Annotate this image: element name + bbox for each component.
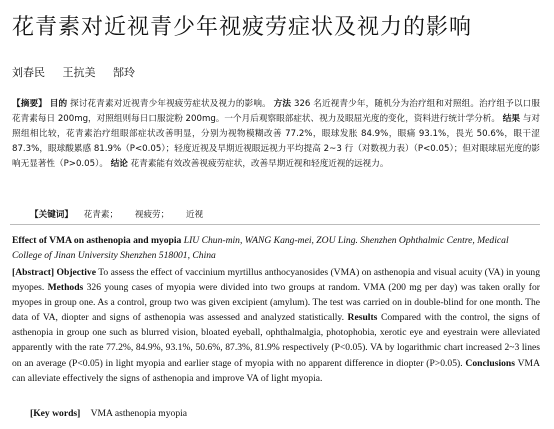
- en-keywords-text: VMA asthenopia myopia: [90, 408, 188, 419]
- en-objective-text: To assess the effect of vaccinium myrtillus anthocyanosides (VMA) on asthenopia and visual acuity (VA) in young myopes.: [12, 267, 540, 294]
- english-title-line: [12, 233, 540, 263]
- en-abstract-label: [Abstract]: [12, 267, 55, 278]
- cn-methods-text: 326 名近视青少年，随机分为治疗组和对照组。治疗组予以口服花青素每日 200mg，对照组则每日口服淀粉 200mg。一个月后观察眼部症状、视力及眼屈光度的变化，资料进行统计学分析。: [12, 99, 540, 124]
- en-objective-label: Objective: [56, 267, 96, 278]
- en-affiliation: Shenzhen Ophthalmic Centre, Medical College of Jinan University Shenzhen 518001, China: [12, 235, 509, 261]
- author-3: 郜玲: [113, 66, 135, 79]
- cn-results-label: 结果: [502, 114, 521, 124]
- en-conclusion-text: VMA can alleviate effectively the signs of asthenopia and improve VA of light myopia.: [12, 357, 540, 384]
- section-divider: [10, 224, 540, 225]
- en-methods-text: 326 young cases of myopia were divided into two groups at random. VMA (200 mg per day) was taken orally for myopes in group one. As a control, group two was given excipient (amylum). The test was carried on in double-blind for one month. The data of VA, diopter and signs of asthenopia was assessed and analyzed statistically.: [12, 282, 540, 324]
- en-authors: LIU Chun-min, WANG Kang-mei, ZOU Ling.: [183, 235, 358, 246]
- en-title: Effect of VMA on asthenopia and myopia: [12, 235, 182, 246]
- chinese-abstract: [12, 97, 540, 172]
- cn-keyword-3: 近视: [185, 210, 204, 220]
- english-abstract: [12, 265, 540, 386]
- cn-results-text: 与对照组相比较，花青素治疗组眼部症状改善明显，分别为视物模糊改善 77.2%，眼球发胀 84.9%，眼痛 93.1%，畏光 50.6%，眼干涩 87.3%，眼球酸累感 81.9%（P<0.05）；轻度近视及早期近视眼远视力平均提高 2~3 行（对数视力表）（P<0.05）；但对眼球屈光度的影响无显著性（P>0.05）。: [12, 114, 541, 169]
- author-2: 王抗美: [62, 66, 96, 79]
- cn-abstract-label: 【摘要】: [12, 99, 47, 109]
- en-conclusion-label: Conclusions: [465, 357, 515, 369]
- cn-objective-text: 探讨花青素对近视青少年视疲劳症状及视力的影响。: [70, 99, 271, 109]
- paper-title: 花青素对近视青少年视疲劳症状及视力的影响: [12, 15, 473, 40]
- cn-methods-label: 方法: [273, 99, 292, 109]
- author-1: 刘春民: [12, 66, 45, 79]
- chinese-keywords: [30, 208, 217, 220]
- cn-objective-label: 目的: [49, 99, 68, 109]
- cn-keywords-label: 【关键词】: [30, 210, 73, 220]
- cn-keyword-2: 视疲劳；: [134, 210, 170, 220]
- en-keywords-label: [Key words]: [30, 408, 81, 419]
- en-results-label: Results: [347, 312, 378, 324]
- en-methods-label: Methods: [47, 282, 84, 294]
- en-results-text: Compared with the control, the signs of asthenopia in group one such as blurred vision, bloated eyeball, ophthalmalgia, photophobia, xerotic eye and eyestrain were alleviated apparently with the rate 77.2%, 84.9%, 93.1%, 50.6%, 87.3%, 81.9% respectively (P<0.05). VA by logarithmic chart increased 2~3 lines on an average (P<0.05) in light myopia and earlier stage of myopia with no apparent difference in diopter (P>0.05).: [12, 312, 540, 369]
- cn-keyword-1: 花青素；: [83, 210, 119, 220]
- cn-conclusion-text: 花青素能有效改善视疲劳症状，改善早期近视和轻度近视的远视力。: [130, 159, 389, 169]
- author-list: [12, 64, 149, 80]
- english-keywords: [30, 408, 187, 419]
- cn-conclusion-label: 结论: [110, 159, 128, 169]
